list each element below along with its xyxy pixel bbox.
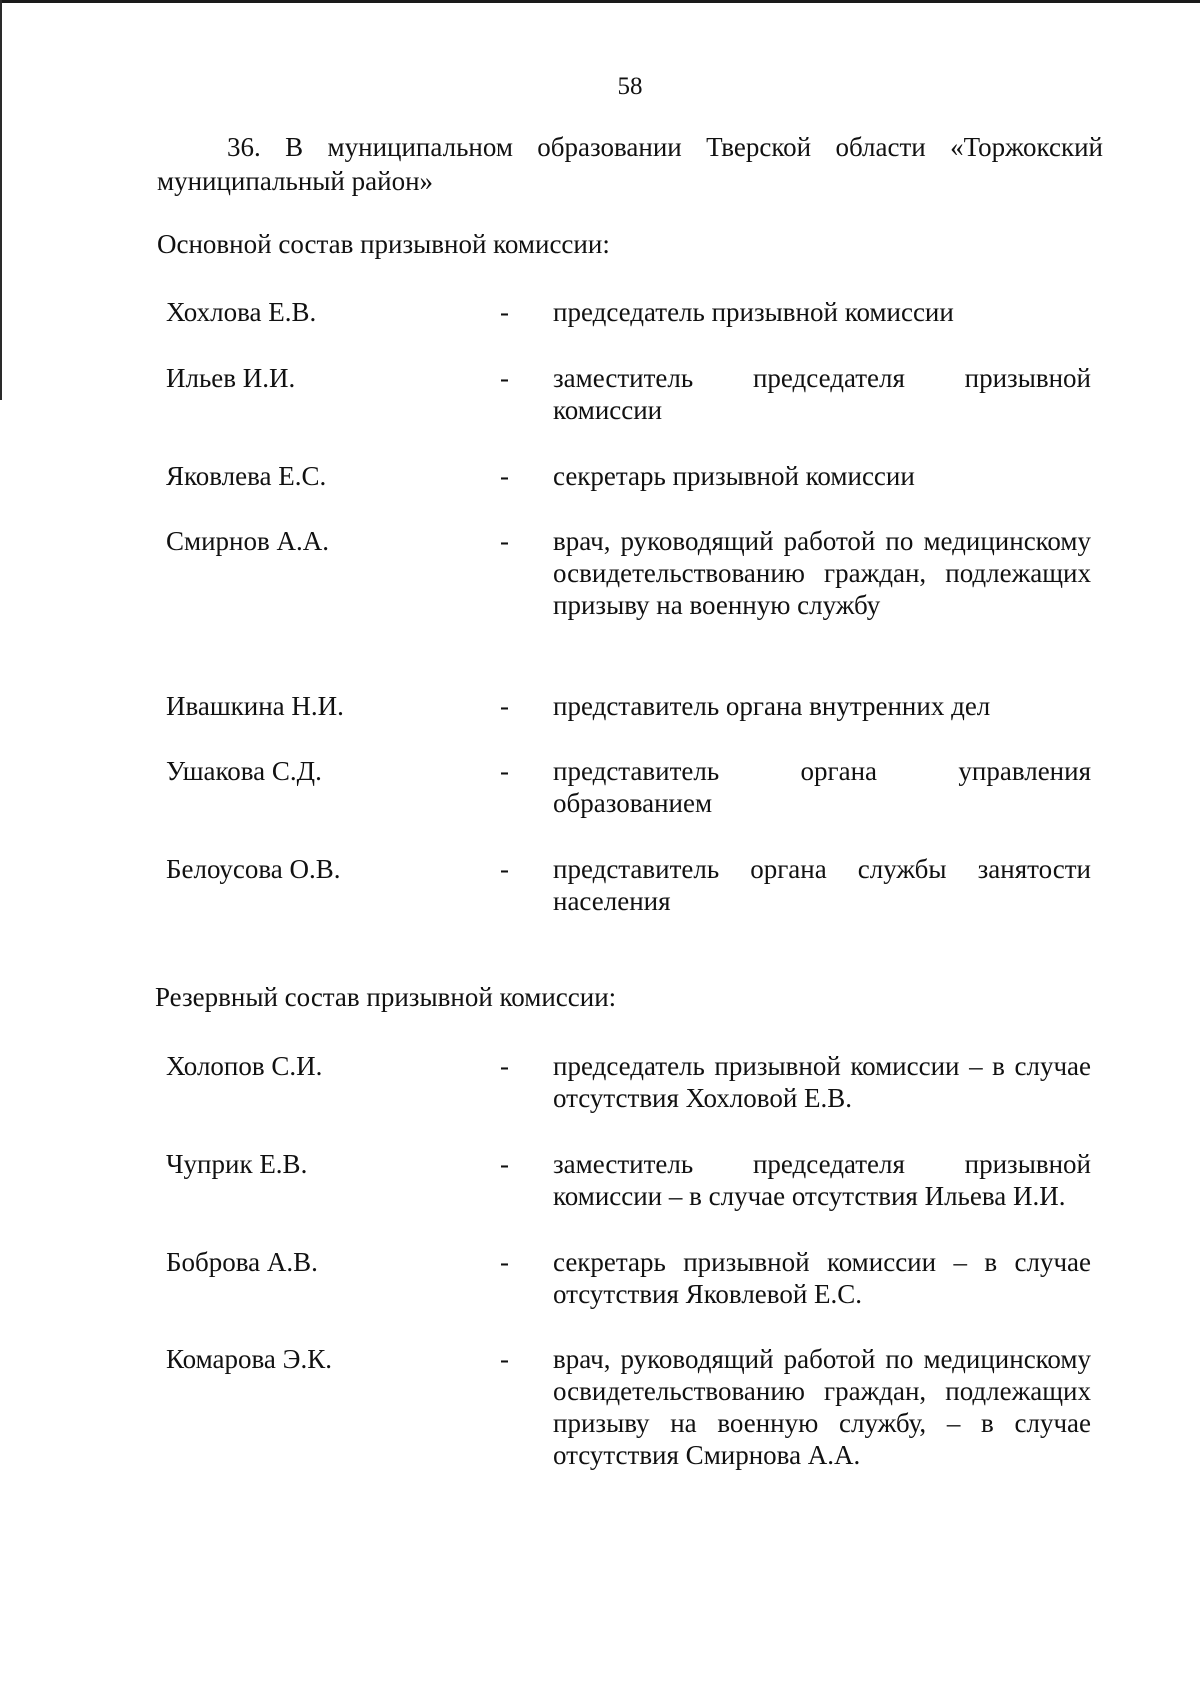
member-dash: -	[500, 526, 509, 556]
member-role: председатель призывной комиссии	[553, 297, 954, 327]
member-dash: -	[500, 1051, 509, 1081]
main-composition-title: Основной состав призывной комиссии:	[157, 229, 610, 259]
member-role: представитель органа службы занятости населения	[553, 854, 1091, 916]
member-name: Белоусова О.В.	[166, 854, 341, 884]
member-role: врач, руководящий работой по медицинскому освидетельствованию граждан, подлежащих призыву на военную службу	[553, 526, 1091, 620]
member-role: заместитель председателя призывной комиссии – в случае отсутствия Ильева И.И.	[553, 1149, 1091, 1211]
member-name: Ивашкина Н.И.	[166, 691, 344, 721]
member-role: председатель призывной комиссии – в случае отсутствия Хохловой Е.В.	[553, 1051, 1091, 1113]
member-name: Боброва А.В.	[166, 1247, 318, 1277]
member-name: Холопов С.И.	[166, 1051, 323, 1081]
member-dash: -	[500, 854, 509, 884]
page-number: 58	[617, 73, 643, 100]
member-dash: -	[500, 1247, 509, 1277]
member-name: Комарова Э.К.	[166, 1344, 332, 1374]
member-role: представитель органа внутренних дел	[553, 691, 991, 721]
member-name: Ильев И.И.	[166, 363, 296, 393]
member-dash: -	[500, 363, 509, 393]
member-name: Яковлева Е.С.	[166, 461, 327, 491]
member-role: представитель органа управления образованием	[553, 756, 1091, 818]
scan-edge-left	[0, 0, 2, 400]
member-dash: -	[500, 461, 509, 491]
section-heading: 36. В муниципальном образовании Тверской области «Торжокский муниципальный район»	[157, 132, 1103, 196]
reserve-composition-title: Резервный состав призывной комиссии:	[155, 982, 617, 1012]
member-dash: -	[500, 756, 509, 786]
member-dash: -	[500, 297, 509, 327]
member-name: Смирнов А.А.	[166, 526, 329, 556]
member-role: секретарь призывной комиссии	[553, 461, 915, 491]
member-dash: -	[500, 1149, 509, 1179]
scan-edge-top	[0, 0, 1200, 3]
member-dash: -	[500, 1344, 509, 1374]
member-name: Ушакова С.Д.	[166, 756, 322, 786]
member-name: Хохлова Е.В.	[166, 297, 317, 327]
member-role: заместитель председателя призывной комиссии	[553, 363, 1091, 425]
member-name: Чуприк Е.В.	[166, 1149, 308, 1179]
member-role: секретарь призывной комиссии – в случае отсутствия Яковлевой Е.С.	[553, 1247, 1091, 1309]
member-dash: -	[500, 691, 509, 721]
member-role: врач, руководящий работой по медицинскому освидетельствованию граждан, подлежащих призыву на военную службу, – в случае отсутствия Смирнова А.А.	[553, 1344, 1091, 1470]
